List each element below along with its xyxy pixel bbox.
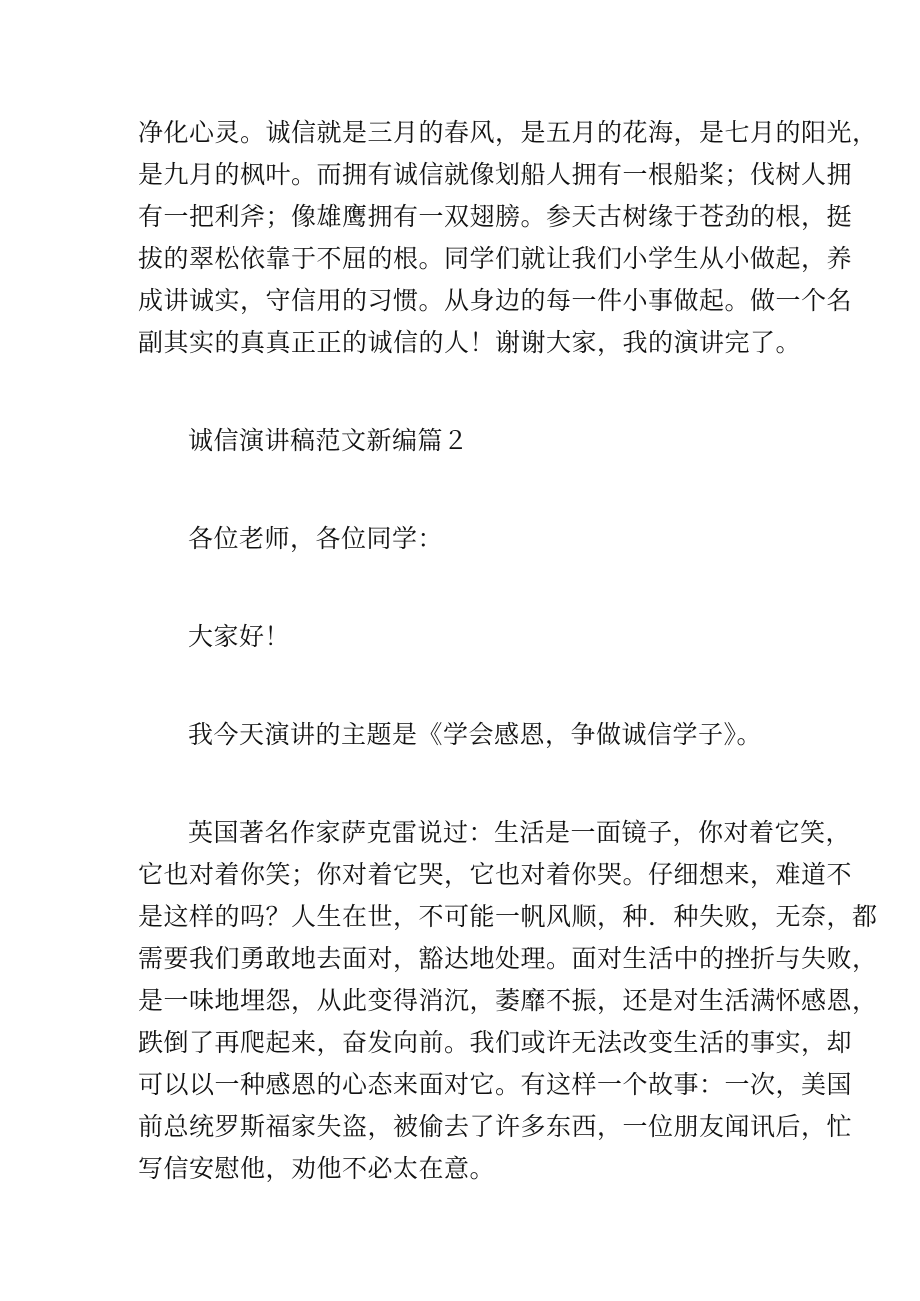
text-line: 写信安慰他，劝他不必太在意。 xyxy=(138,1154,496,1183)
hello-paragraph xyxy=(138,616,810,658)
text-line: 是一味地埋怨，从此变得消沉，萎靡不振，还是对生活满怀感恩， xyxy=(138,986,878,1015)
text-line: 有一把利斧；像雄鹰拥有一双翅膀。参天古树缘于苍劲的根，挺 xyxy=(138,202,853,231)
paragraph-conclusion xyxy=(138,112,878,364)
text-line: 净化心灵。诚信就是三月的春风，是五月的花海，是七月的阳光， xyxy=(138,118,878,147)
greeting-paragraph xyxy=(138,518,810,560)
text-line: 跌倒了再爬起来，奋发向前。我们或许无法改变生活的事实，却 xyxy=(138,1028,853,1057)
topic-paragraph xyxy=(138,714,810,756)
spacer xyxy=(138,756,810,812)
text-line: 需要我们勇敢地去面对，豁达地处理。面对生活中的挫折与失败， xyxy=(138,944,878,973)
spacer xyxy=(138,560,810,616)
text-line: 它也对着你笑；你对着它哭，它也对着你哭。仔细想来，难道不 xyxy=(138,860,853,889)
text-line: 拔的翠松依靠于不屈的根。同学们就让我们小学生从小做起，养 xyxy=(138,244,853,273)
section-heading xyxy=(138,420,810,462)
spacer xyxy=(138,658,810,714)
document-body xyxy=(138,112,878,1190)
text-line: 副其实的真真正正的诚信的人！谢谢大家，我的演讲完了。 xyxy=(138,328,802,357)
heading-text: 诚信演讲稿范文新编篇２ xyxy=(188,426,469,455)
spacer xyxy=(138,364,810,420)
hello-text: 大家好！ xyxy=(188,622,291,651)
topic-text: 我今天演讲的主题是《学会感恩，争做诚信学子》。 xyxy=(188,720,763,749)
greeting-text: 各位老师，各位同学： xyxy=(188,524,444,553)
text-line: 可以以一种感恩的心态来面对它。有这样一个故事：一次，美国 xyxy=(138,1070,853,1099)
text-line: 英国著名作家萨克雷说过：生活是一面镜子，你对着它笑， xyxy=(188,818,852,847)
text-line: 是九月的枫叶。而拥有诚信就像划船人拥有一根船桨；伐树人拥 xyxy=(138,160,853,189)
text-line: 前总统罗斯福家失盗，被偷去了许多东西，一位朋友闻讯后，忙 xyxy=(138,1112,853,1141)
text-line: 是这样的吗？人生在世，不可能一帆风顺，种．种失败，无奈，都 xyxy=(138,902,878,931)
spacer xyxy=(138,462,810,518)
text-line: 成讲诚实，守信用的习惯。从身边的每一件小事做起。做一个名 xyxy=(138,286,853,315)
paragraph-story xyxy=(138,812,878,1190)
